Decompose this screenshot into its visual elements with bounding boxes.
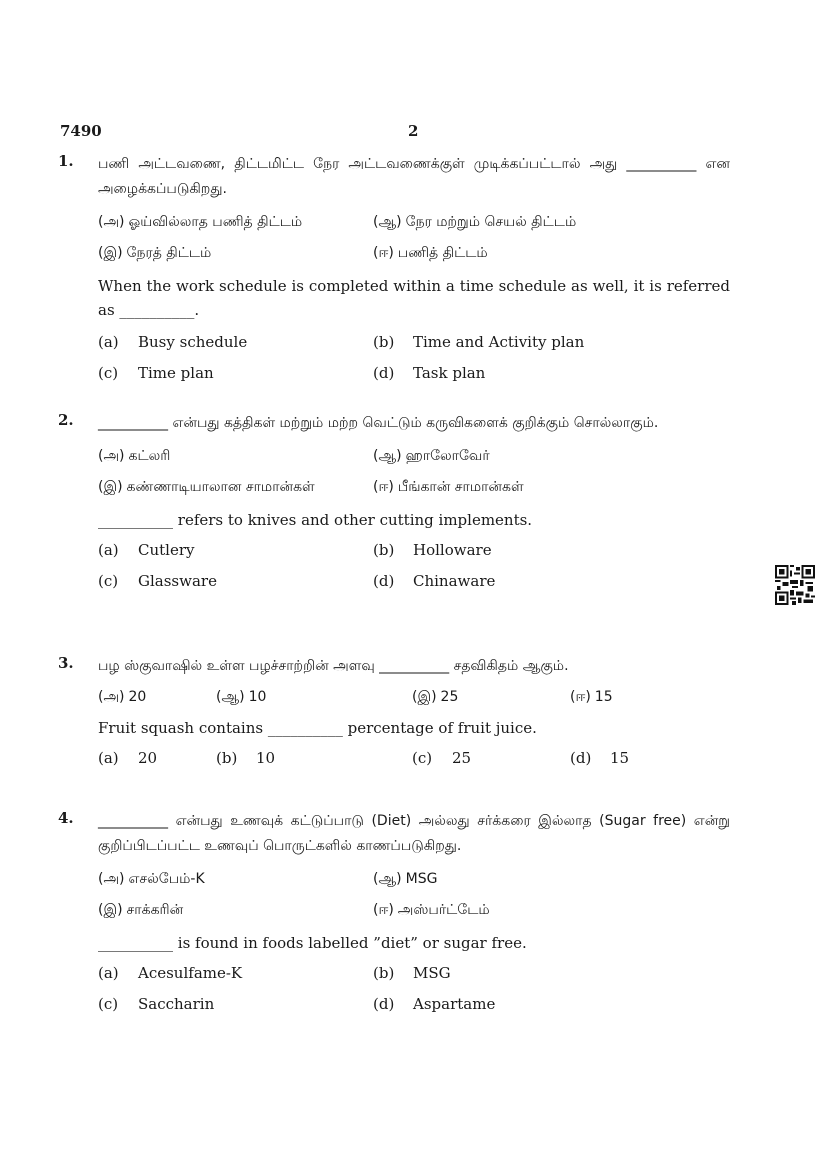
options-english-row-1: [98, 961, 730, 992]
option-d-tamil: (ஈ) 15: [570, 689, 613, 705]
options-tamil-row-1: [98, 444, 730, 475]
page-number: 2: [408, 122, 419, 140]
option-c-tamil: (இ) நேரத் திட்டம்: [98, 245, 212, 261]
question-text-english: When the work schedule is completed within a time schedule as well, it is referred as __________.: [98, 277, 730, 319]
options-english-row-1: [98, 538, 730, 569]
option-d-tamil: (ஈ) பணித் திட்டம்: [373, 245, 488, 261]
options-tamil-row-1: [98, 867, 730, 898]
option-a-english: (a) 20: [98, 749, 158, 767]
option-a-english: (a) Cutlery: [98, 541, 195, 559]
option-b-english: (b) MSG: [373, 964, 451, 982]
option-a-tamil: (அ) ஓய்வில்லாத பணித் திட்டம்: [98, 214, 303, 230]
question-text-english: Fruit squash contains __________ percentage of fruit juice.: [98, 719, 537, 737]
options-english-row: [98, 746, 730, 777]
option-d-english: (d) Task plan: [373, 364, 486, 382]
options-tamil-row-2: [98, 475, 730, 506]
options-english-row-2: [98, 992, 730, 1023]
option-c-english: (c) 25: [412, 749, 472, 767]
question-text-english: __________ refers to knives and other cutting implements.: [98, 511, 533, 529]
option-d-english: (d) Chinaware: [373, 572, 496, 590]
question-text-tamil: __________ என்பது கத்திகள் மற்றும் மற்ற வெட்டும் கருவிகளைக் குறிக்கும் சொல்லாகும்.: [98, 415, 659, 431]
options-tamil-row-2: [98, 898, 730, 929]
question-text-tamil: __________ என்பது உணவுக் கட்டுப்பாடு (Diet) அல்லது சர்க்கரை இல்லாத (Sugar free) என்று குறிப்பிடப்பட்ட உணவுப் பொருட்களில் காணப்படுகிறது.: [98, 813, 730, 854]
option-c-english: (c) Time plan: [98, 364, 214, 382]
option-b-english: (b) Holloware: [373, 541, 492, 559]
question-number: 2.: [58, 411, 74, 429]
option-b-english: (b) Time and Activity plan: [373, 333, 585, 351]
option-c-english: (c) Saccharin: [98, 995, 215, 1013]
option-d-tamil: (ஈ) அஸ்பர்ட்டேம்: [373, 902, 490, 918]
option-b-tamil: (ஆ) 10: [216, 689, 267, 705]
paper-code: 7490: [60, 122, 102, 140]
option-c-english: (c) Glassware: [98, 572, 217, 590]
option-a-tamil: (அ) 20: [98, 689, 147, 705]
options-english-row-2: [98, 569, 730, 600]
question-number: 3.: [58, 654, 74, 672]
options-tamil-row: [98, 685, 730, 716]
option-a-tamil: (அ) கட்லரி: [98, 448, 171, 464]
option-b-tamil: (ஆ) ஹாலோவேர்: [373, 448, 490, 464]
question-number: 4.: [58, 809, 74, 827]
question-number: 1.: [58, 152, 74, 170]
option-b-english: (b) 10: [216, 749, 276, 767]
options-tamil-row-1: [98, 210, 730, 241]
option-c-tamil: (இ) கண்ணாடியாலான சாமான்கள்: [98, 479, 315, 495]
option-b-tamil: (ஆ) நேர மற்றும் செயல் திட்டம்: [373, 214, 577, 230]
option-c-tamil: (இ) சாக்கரின்: [98, 902, 184, 918]
option-c-tamil: (இ) 25: [412, 689, 459, 705]
option-a-english: (a) Acesulfame-K: [98, 964, 243, 982]
options-tamil-row-2: [98, 241, 730, 272]
question-text-english: __________ is found in foods labelled ”diet” or sugar free.: [98, 934, 527, 952]
option-a-english: (a) Busy schedule: [98, 333, 248, 351]
option-b-tamil: (ஆ) MSG: [373, 871, 438, 887]
options-english-row-1: [98, 330, 730, 361]
option-d-english: (d) 15: [570, 749, 630, 767]
question-text-tamil: பழ ஸ்குவாஷில் உள்ள பழச்சாற்றின் அளவு __________ சதவிகிதம் ஆகும்.: [98, 658, 569, 674]
qr-code-icon: [775, 565, 815, 605]
question-text-tamil: பணி அட்டவணை, திட்டமிட்ட நேர அட்டவணைக்குள் முடிக்கப்பட்டால் அது __________ என அழைக்கப்படுகிறது.: [98, 156, 730, 197]
options-english-row-2: [98, 361, 730, 392]
option-d-tamil: (ஈ) பீங்கான் சாமான்கள்: [373, 479, 524, 495]
option-d-english: (d) Aspartame: [373, 995, 496, 1013]
option-a-tamil: (அ) எசல்பேம்-K: [98, 871, 205, 887]
